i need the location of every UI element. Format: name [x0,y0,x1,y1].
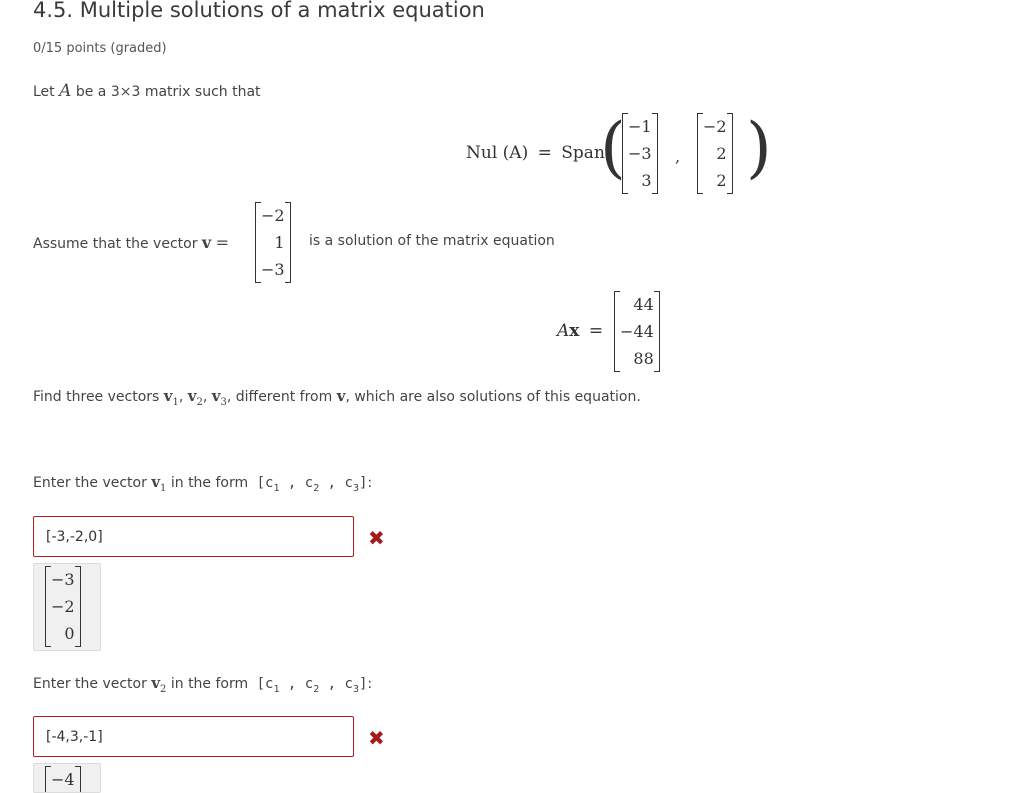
entry-2-vec: v [151,674,161,692]
entry-1-vec-sub: 1 [160,482,167,494]
find-v1-sub: 1 [172,396,179,408]
vector-v [255,202,291,283]
find-v2-sub: 2 [196,396,203,408]
entry-2-colon: : [367,676,373,692]
incorrect-icon: ✖ [368,526,385,550]
nul-equals: = [537,143,552,163]
entry-1-vec: v [151,473,161,491]
entry-1-form: [$c_1$ , $c_2$ , $c_3$] [256,475,368,494]
entry-1-prompt [33,473,372,494]
basis-2-entry-2: 2 [716,144,727,163]
vector-b-entry-2: −44 [620,322,654,341]
v1-preview-entry-2: −2 [51,597,75,616]
entry-2-prompt-prefix: Enter the vector [33,676,147,692]
intro-sentence [33,81,261,101]
vector-b-entry-3: 88 [633,349,654,368]
entry-2-prompt [33,674,372,695]
entry-1-colon: : [367,475,373,491]
equation-equals: = [588,321,604,341]
v1-preview-vector [45,566,81,647]
entry-2-vec-sub: 2 [160,683,167,695]
assume-suffix: is a solution of the matrix equation [309,233,555,249]
entry-2-form: [$c_1$ , $c_2$ , $c_3$] [256,676,368,695]
entry-2-prompt-mid: in the form [170,676,249,692]
matrix-A-symbol: A [59,81,72,101]
entry-1-prompt-prefix: Enter the vector [33,475,147,491]
nullspace-lhs [466,143,605,163]
span-comma: , [675,147,681,166]
equation-x: x [569,321,580,341]
basis-2-entry-1: −2 [703,117,727,136]
v2-answer-input[interactable] [33,716,354,757]
find-v1: v [163,387,173,405]
span-close-paren: ) [746,109,772,186]
equation-lhs [557,321,603,341]
basis-vector-2 [697,113,733,194]
vector-v-symbol: v [201,233,212,252]
find-v3-sub: 3 [220,396,227,408]
basis-1-entry-2: −3 [628,144,652,163]
intro-be-a: be a 3 [75,84,120,100]
find-suffix: , which are also solutions of this equation. [345,389,641,405]
vector-b-entry-1: 44 [633,295,654,314]
find-mid: , different from [226,389,333,405]
intro-matrix-such-that: 3 matrix such that [131,84,261,100]
v2-preview-entry-1: −4 [51,770,75,789]
find-v2: v [187,387,197,405]
span-open-paren: ( [600,109,626,186]
basis-vector-1 [622,113,658,194]
find-prefix: Find three vectors [33,389,160,405]
find-v: v [336,387,346,405]
assume-prefix [33,233,229,252]
nul-arg: (A) [502,143,529,163]
v1-answer-input[interactable] [33,516,354,557]
vector-v-entry-2: 1 [274,233,285,252]
v2-preview-vector [45,766,81,793]
v2-preview [33,763,101,793]
problem-title: 4.5. Multiple solutions of a matrix equation [33,0,485,22]
basis-1-entry-1: −1 [628,117,652,136]
times-symbol: × [119,84,132,100]
vector-v-entry-3: −3 [261,260,285,279]
equation-A: A [557,321,570,341]
v1-preview-entry-3: 0 [64,624,75,643]
assume-prefix-text: Assume that the vector [33,236,198,252]
incorrect-icon: ✖ [368,726,385,750]
entry-1-prompt-mid: in the form [170,475,249,491]
v1-preview [33,563,101,651]
vector-b [614,291,660,372]
find-comma-1: , [178,389,184,405]
points-label: 0/15 points (graded) [33,41,167,56]
span-label: Span [561,143,605,163]
find-v3: v [211,387,221,405]
find-sentence [33,387,641,408]
basis-1-entry-3: 3 [641,171,652,190]
vector-v-entry-1: −2 [261,206,285,225]
assume-equals: = [215,233,230,252]
nul-label: Nul [466,143,498,163]
find-comma-2: , [202,389,208,405]
v1-preview-entry-1: −3 [51,570,75,589]
basis-2-entry-3: 2 [716,171,727,190]
intro-let: Let [33,84,55,100]
